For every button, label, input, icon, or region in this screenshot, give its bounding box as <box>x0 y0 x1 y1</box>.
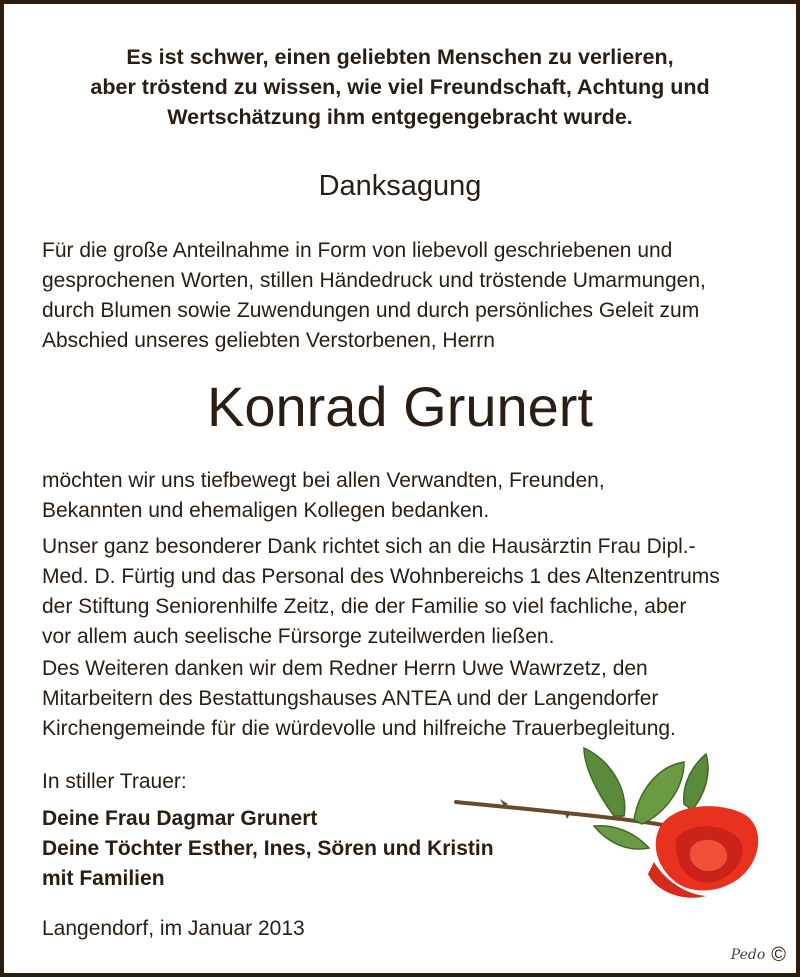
signer-line: Deine Frau Dagmar Grunert <box>42 807 318 830</box>
special-thanks-paragraph <box>42 532 766 652</box>
text-line: Mitarbeitern des Bestattungshauses ANTEA und der Langendorfer <box>42 687 659 710</box>
thanks-paragraph <box>42 466 766 526</box>
rose-image <box>444 744 784 904</box>
text-line: vor allem auch seelische Fürsorge zuteilwerden ließen. <box>42 625 555 648</box>
motto-line: aber tröstend zu wissen, wie viel Freundschaft, Achtung und <box>90 75 710 99</box>
signer-line: mit Familien <box>42 867 165 890</box>
copyright-icon: © <box>771 944 786 966</box>
text-line: Kirchengemeinde für die würdevolle und hilfreiche Trauerbegleitung. <box>42 717 676 740</box>
page-title: Danksagung <box>318 170 482 202</box>
motto <box>24 42 776 132</box>
text-line: Für die große Anteilnahme in Form von liebevoll geschriebenen und <box>42 239 673 262</box>
signers <box>42 804 494 894</box>
text-line: der Stiftung Seniorenhilfe Zeitz, die der Familie so viel fachliche, aber <box>42 595 687 618</box>
rose-leaf <box>584 748 625 816</box>
rose-leaf <box>684 754 708 810</box>
intro-paragraph <box>42 236 766 356</box>
motto-line: Es ist schwer, einen geliebten Menschen zu verlieren, <box>126 45 674 69</box>
rose-leaf <box>594 826 649 849</box>
designer-signature: Pedo <box>730 947 766 963</box>
text-line: Des Weiteren danken wir dem Redner Herrn Uwe Wawrzetz, den <box>42 657 648 680</box>
text-line: durch Blumen sowie Zuwendungen und durch persönliches Geleit zum <box>42 299 700 322</box>
motto-line: Wertschätzung ihm entgegengebracht wurde. <box>167 105 633 129</box>
text-line: Bekannten und ehemaligen Kollegen bedanken. <box>42 499 490 522</box>
text-line: Unser ganz besonderer Dank richtet sich an die Hausärztin Frau Dipl.- <box>42 535 696 558</box>
place-date: Langendorf, im Januar 2013 <box>42 917 305 940</box>
text-line: Abschied unseres geliebten Verstorbenen, Herrn <box>42 329 495 352</box>
signoff: In stiller Trauer: <box>42 770 187 793</box>
text-line: gesprochenen Worten, stillen Händedruck und tröstende Umarmungen, <box>42 269 706 292</box>
signer-line: Deine Töchter Esther, Ines, Sören und Kristin <box>42 837 494 860</box>
text-line: Med. D. Fürtig und das Personal des Wohnbereichs 1 des Altenzentrums <box>42 565 720 588</box>
deceased-name: Konrad Grunert <box>207 375 593 438</box>
further-thanks-paragraph <box>42 654 766 744</box>
text-line: möchten wir uns tiefbewegt bei allen Verwandten, Freunden, <box>42 469 605 492</box>
footer <box>731 945 786 965</box>
